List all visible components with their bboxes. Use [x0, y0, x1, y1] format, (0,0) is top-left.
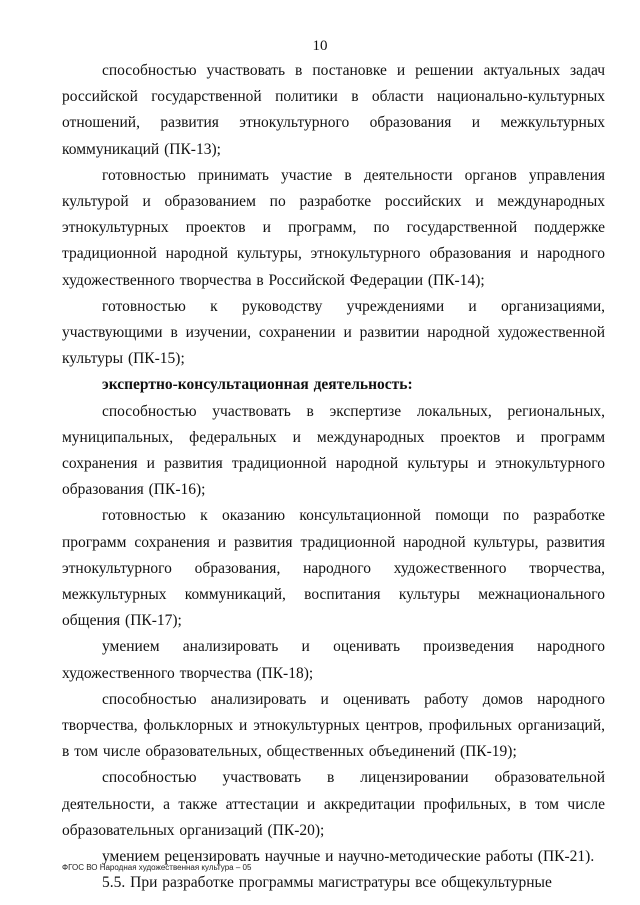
competency-pk19: способностью анализировать и оценивать работу домов народного творчества, фольклорных и этнокультурных центров, профильных организаций, в том числе образовательных, общественных объединений (ПК-19); [62, 690, 605, 761]
clause-5-5: 5.5. При разработке программы магистратуры все общекультурные [102, 874, 552, 892]
competency-pk15: готовностью к руководству учреждениями и организациями, участвующими в изучении, сохранении и развитии народной художественной культуры (ПК-15); [62, 297, 605, 368]
competency-pk20: способностью участвовать в лицензировании образовательной деятельности, а также аттестации и аккредитации профильных, в том числе образовательных организаций (ПК-20); [62, 769, 605, 839]
document-body [62, 58, 605, 897]
document-footer: ФГОС ВО Народная художественная культура – 05 [62, 863, 252, 872]
competency-pk17: готовностью к оказанию консультационной помощи по разработке программ сохранения и развития традиционной народной культуры, развития этнокультурного образования, народного художественного творчества, межкультурных коммуникаций, воспитания культуры межнационального общения (ПК-17); [62, 507, 605, 630]
page-number: 10 [312, 38, 328, 54]
competency-pk16: способностью участвовать в экспертизе локальных, региональных, муниципальных, федеральных и международных проектов и программ сохранения и развития традиционной народной культуры и этнокультурного образования (ПК-16); [62, 402, 605, 499]
competency-pk13: способностью участвовать в постановке и решении актуальных задач российской государственной политики в области национально-культурных отношений, развития этнокультурного образования и межкультурных коммуникаций (ПК-13); [62, 62, 605, 158]
competency-pk18: умением анализировать и оценивать произведения народного художественного творчества (ПК-18); [62, 638, 605, 682]
competency-pk21: умением рецензировать научные и научно-методические работы (ПК-21). [102, 848, 595, 866]
section-heading-expert-consulting: экспертно-консультационная деятельность: [102, 376, 413, 394]
competency-pk14: готовностью принимать участие в деятельности органов управления культурой и образованием по разработке российских и международных этнокультурных проектов и программ, по государственной поддержке традиционной народной культуры, этнокультурного образования и народного художественного творчества в Российской Федерации (ПК-14); [62, 166, 605, 289]
